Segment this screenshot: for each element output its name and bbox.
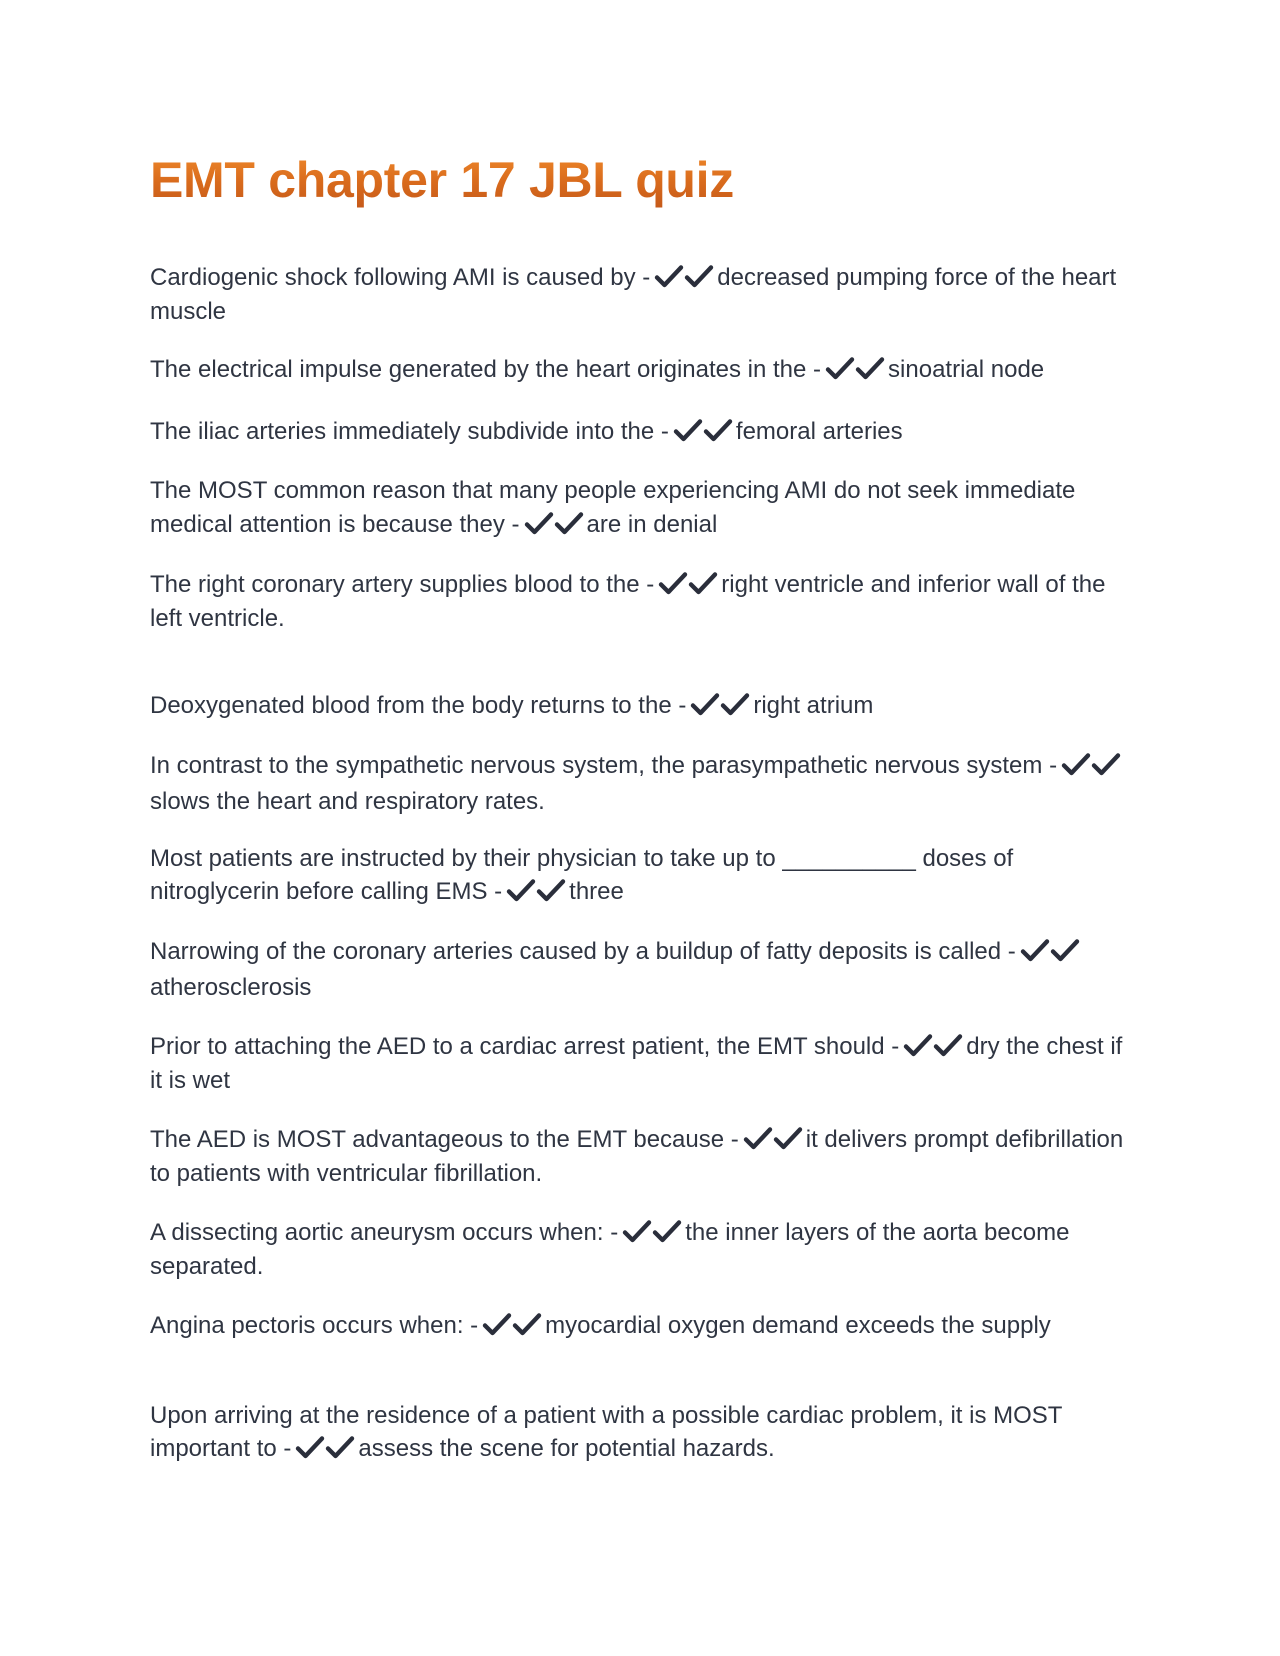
check-icon — [720, 692, 750, 716]
qa-item-1 — [150, 262, 1130, 327]
answer-text: slows the heart and respiratory rates. — [150, 788, 545, 815]
check-icon — [688, 571, 718, 595]
double-check-icon — [524, 511, 584, 545]
double-check-icon — [654, 264, 714, 296]
question-text: The AED is MOST advantageous to the EMT because - — [150, 1126, 739, 1153]
double-check-icon — [903, 1033, 963, 1065]
qa-item-8 — [150, 842, 1130, 911]
check-icon — [652, 1219, 682, 1243]
check-icon — [654, 264, 684, 288]
double-check-icon — [690, 692, 750, 724]
answer-text: right ventricle and inferior wall of the left ventricle. — [150, 571, 1106, 632]
answer-text: assess the scene for potential hazards. — [358, 1435, 775, 1462]
question-text: The iliac arteries immediately subdivide into the - — [150, 418, 669, 445]
double-check-icon — [1020, 938, 1080, 971]
qa-item-11 — [150, 1124, 1130, 1189]
document-page — [150, 150, 1130, 1468]
check-icon — [482, 1312, 512, 1336]
double-check-icon — [1061, 752, 1121, 785]
question-text: Cardiogenic shock following AMI is caused by - — [150, 264, 651, 291]
double-check-icon — [673, 418, 733, 450]
check-icon — [933, 1033, 963, 1057]
check-icon — [512, 1312, 542, 1336]
question-text: In contrast to the sympathetic nervous system, the parasympathetic nervous system - — [150, 752, 1058, 779]
check-icon — [825, 356, 855, 380]
question-text: The electrical impulse generated by the heart originates in the - — [150, 356, 822, 383]
qa-item-10 — [150, 1031, 1130, 1096]
check-icon — [684, 264, 714, 288]
answer-text: right atrium — [753, 692, 874, 719]
qa-item-5 — [150, 569, 1130, 634]
qa-item-6 — [150, 690, 1130, 724]
double-check-icon — [506, 878, 566, 911]
answer-text: dry the chest if it is wet — [150, 1033, 1123, 1094]
check-icon — [903, 1033, 933, 1057]
double-check-icon — [482, 1312, 542, 1344]
question-text: Prior to attaching the AED to a cardiac arrest patient, the EMT should - — [150, 1033, 900, 1060]
document-title: EMT chapter 17 JBL quiz — [150, 150, 1130, 210]
check-icon — [773, 1126, 803, 1150]
check-icon — [1061, 752, 1091, 776]
check-icon — [622, 1219, 652, 1243]
question-text: Angina pectoris occurs when: - — [150, 1312, 479, 1339]
answer-text: the inner layers of the aorta become separated. — [150, 1219, 1070, 1280]
answer-text: are in denial — [586, 511, 718, 538]
check-icon — [295, 1435, 325, 1459]
check-icon — [1020, 938, 1050, 962]
qa-item-7 — [150, 749, 1130, 818]
answer-text: atherosclerosis — [150, 974, 312, 1001]
double-check-icon — [622, 1219, 682, 1251]
qa-item-3 — [150, 416, 1130, 450]
qa-item-2 — [150, 354, 1130, 388]
check-icon — [855, 356, 885, 380]
question-text: The right coronary artery supplies blood to the - — [150, 571, 655, 598]
answer-text: decreased pumping force of the heart muscle — [150, 264, 1117, 325]
check-icon — [536, 878, 566, 902]
check-icon — [554, 511, 584, 535]
qa-item-9 — [150, 935, 1130, 1004]
check-icon — [524, 511, 554, 535]
check-icon — [1050, 938, 1080, 962]
check-icon — [743, 1126, 773, 1150]
check-icon — [506, 878, 536, 902]
double-check-icon — [825, 356, 885, 388]
qa-item-13 — [150, 1310, 1130, 1344]
question-text: A dissecting aortic aneurysm occurs when: - — [150, 1219, 619, 1246]
question-text: Deoxygenated blood from the body returns to the - — [150, 692, 687, 719]
double-check-icon — [658, 571, 718, 603]
check-icon — [1091, 752, 1121, 776]
qa-list — [150, 262, 1130, 1468]
answer-text: femoral arteries — [735, 418, 903, 445]
answer-text: sinoatrial node — [888, 356, 1045, 383]
check-icon — [673, 418, 703, 442]
qa-item-14 — [150, 1399, 1130, 1468]
check-icon — [658, 571, 688, 595]
double-check-icon — [743, 1126, 803, 1158]
question-text: Narrowing of the coronary arteries caused by a buildup of fatty deposits is called - — [150, 938, 1016, 965]
answer-text: it delivers prompt defibrillation to patients with ventricular fibrillation. — [150, 1126, 1124, 1187]
question-text: Most patients are instructed by their physician to take up to __________ doses of nitroglycerin before calling EMS - — [150, 845, 1014, 905]
answer-text: three — [569, 878, 624, 905]
qa-item-12 — [150, 1217, 1130, 1282]
check-icon — [325, 1435, 355, 1459]
question-text: Upon arriving at the residence of a patient with a possible cardiac problem, it is MOST important to - — [150, 1402, 1062, 1462]
double-check-icon — [295, 1435, 355, 1468]
check-icon — [703, 418, 733, 442]
check-icon — [690, 692, 720, 716]
qa-item-4 — [150, 474, 1130, 545]
question-text: The MOST common reason that many people experiencing AMI do not seek immediate medical attention is because they - — [150, 477, 1076, 538]
answer-text: myocardial oxygen demand exceeds the supply — [545, 1312, 1051, 1339]
